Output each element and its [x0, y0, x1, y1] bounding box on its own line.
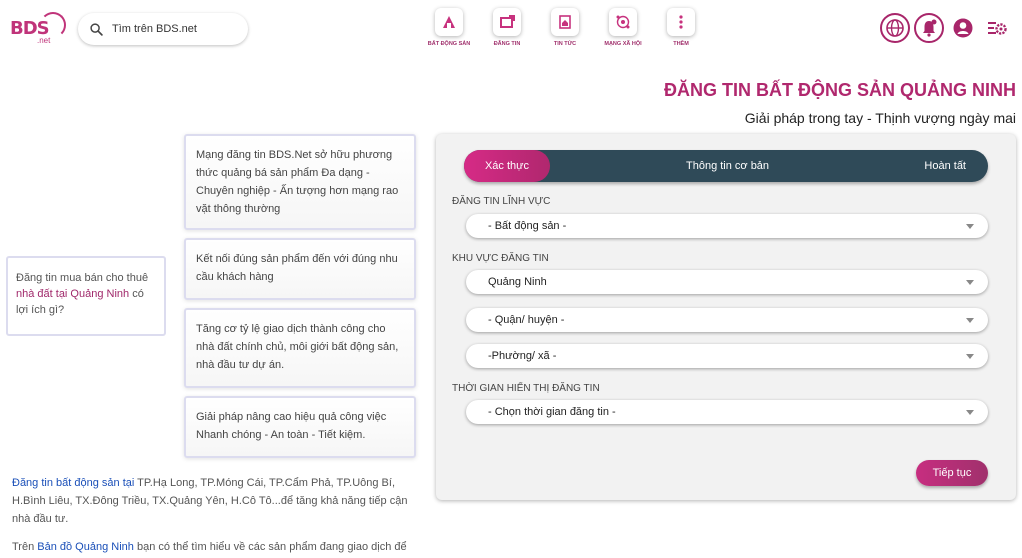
area-section-label: KHU VỰC ĐĂNG TIN	[452, 253, 549, 264]
nav-them[interactable]	[652, 8, 710, 47]
more-icon	[673, 14, 689, 30]
map-paragraph	[12, 538, 422, 556]
page-slogan: Giải pháp trong tay - Thịnh vượng ngày mai	[744, 110, 1016, 126]
nav-box	[609, 8, 637, 36]
nav-label: ĐĂNG TIN	[493, 41, 521, 47]
field-select[interactable]	[466, 214, 988, 238]
province-select-value: Quảng Ninh	[488, 276, 547, 288]
header-actions	[880, 13, 1012, 43]
intro-text: TP.Hạ Long, TP.Móng Cái, TP.Cẩm Phả, TP.Uông Bí, H.Bình Liêu, TX.Đông Triều, TX.Quảng Yên, H.Cô Tô...để tăng khả năng tiếp cận nhà đầu tư.	[12, 477, 408, 525]
nav-label: TIN TỨC	[553, 41, 577, 47]
settings-icon	[987, 18, 1007, 38]
time-select-value: - Chọn thời gian đăng tin -	[488, 406, 616, 418]
benefit-card: Kết nối đúng sản phẩm đến với đúng nhu cầu khách hàng	[184, 238, 416, 300]
notification-button[interactable]	[914, 13, 944, 43]
question-text: Đăng tin mua bán cho thuê	[16, 272, 149, 284]
next-button[interactable]: Tiếp tục	[916, 460, 988, 486]
logo[interactable]	[10, 12, 64, 46]
field-select-value: - Bất động sản -	[488, 220, 567, 232]
province-select[interactable]	[466, 270, 988, 294]
logo-text: BDS	[10, 18, 49, 39]
logo-sub: .net	[37, 36, 51, 45]
search-icon	[90, 23, 103, 36]
nav-dang-tin[interactable]	[478, 8, 536, 47]
chevron-down-icon	[966, 318, 974, 323]
user-icon	[953, 18, 973, 38]
time-section-label: THỜI GIAN HIỂN THỊ ĐĂNG TIN	[452, 383, 600, 394]
benefit-card: Giải pháp nâng cao hiệu quả công việc Nhanh chóng - An toàn - Tiết kiệm.	[184, 396, 416, 458]
chevron-down-icon	[966, 280, 974, 285]
nav-box	[435, 8, 463, 36]
nav-label: MẠNG XÃ HỘI	[604, 41, 642, 47]
intro-link[interactable]: Đăng tin bất động sản tại	[12, 477, 135, 489]
main-nav	[420, 8, 710, 47]
nav-box	[667, 8, 695, 36]
benefit-card: Tăng cơ tỷ lệ giao dịch thành công cho nhà đất chính chủ, môi giới bất động sản, nhà đầu tư dự án.	[184, 308, 416, 388]
post-form-panel	[436, 134, 1016, 500]
building-icon	[441, 14, 457, 30]
nav-mang-xa-hoi[interactable]	[594, 8, 652, 47]
time-select[interactable]	[466, 400, 988, 424]
chevron-down-icon	[966, 354, 974, 359]
chevron-down-icon	[966, 410, 974, 415]
notification-icon	[919, 18, 939, 38]
field-section-label: ĐĂNG TIN LĨNH VỰC	[452, 196, 551, 207]
question-link[interactable]: nhà đất tại Quảng Ninh	[16, 288, 130, 300]
benefit-question-card	[6, 256, 166, 336]
language-button[interactable]	[880, 13, 910, 43]
step-verify[interactable]: Xác thực	[464, 150, 550, 182]
account-button[interactable]	[948, 13, 978, 43]
district-select-value: - Quận/ huyện -	[488, 314, 565, 326]
benefit-card: Mạng đăng tin BDS.Net sở hữu phương thức quảng bá sản phẩm Đa dạng - Chuyên nghiệp - Ấn tượng hơn mạng rao vặt thông thường	[184, 134, 416, 230]
ward-select-value: -Phường/ xã -	[488, 350, 557, 362]
step-basic-info[interactable]: Thông tin cơ bản	[686, 160, 770, 172]
social-icon	[615, 14, 631, 30]
district-select[interactable]	[466, 308, 988, 332]
map-link[interactable]: Bản đồ Quảng Ninh	[37, 541, 134, 553]
map-text: bạn có thể tìm hiểu về các sản phẩm đang giao dịch để	[133, 541, 407, 553]
post-icon	[499, 14, 515, 30]
step-complete[interactable]: Hoàn tất	[924, 160, 966, 172]
nav-box	[493, 8, 521, 36]
nav-label: BẤT ĐỘNG SẢN	[427, 41, 471, 47]
step-progress	[464, 150, 988, 182]
nav-box	[551, 8, 579, 36]
news-icon	[557, 14, 573, 30]
intro-paragraph	[12, 474, 417, 528]
nav-tin-tuc[interactable]	[536, 8, 594, 47]
nav-label: THÊM	[673, 41, 689, 47]
chevron-down-icon	[966, 224, 974, 229]
nav-bat-dong-san[interactable]	[420, 8, 478, 47]
page-title: ĐĂNG TIN BẤT ĐỘNG SẢN QUẢNG NINH	[664, 80, 1016, 100]
settings-button[interactable]	[982, 13, 1012, 43]
search-input[interactable]	[112, 23, 242, 35]
map-text-pre: Trên	[12, 541, 38, 553]
globe-icon	[885, 18, 905, 38]
question-text-end: có lợi ích gì?	[16, 288, 144, 316]
ward-select[interactable]	[466, 344, 988, 368]
search-box[interactable]	[78, 13, 248, 45]
